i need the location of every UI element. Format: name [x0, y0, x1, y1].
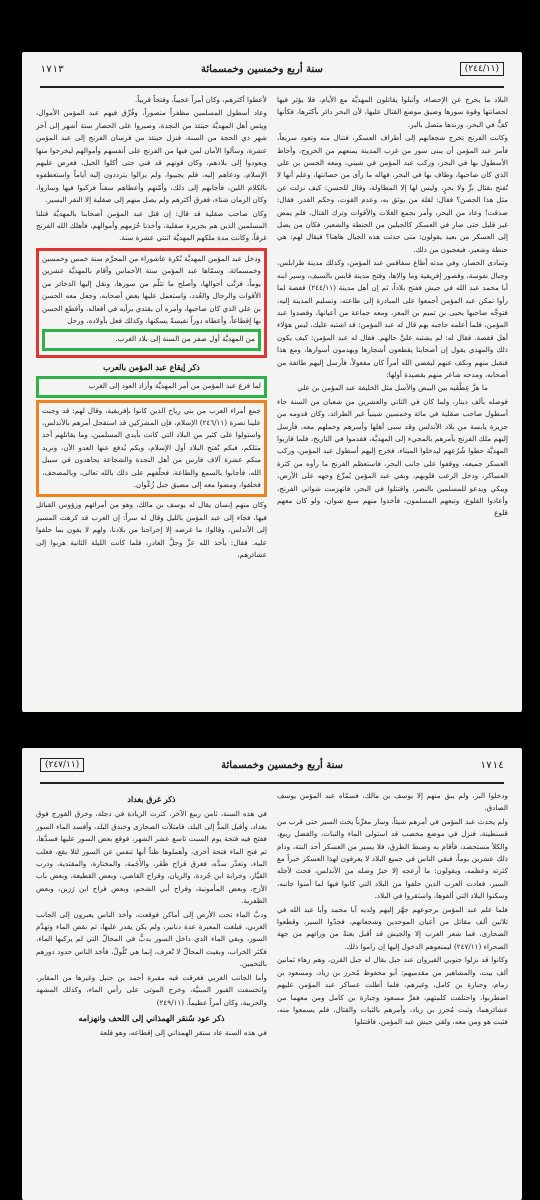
paragraph: وكان منهم إنسان يقال له يوسف بن مالك، وهو من أمرائهم ورؤوس القبائل فيها، فجاء إلى عبد المؤمن بالليل وقال له سراً: إن العرب قد كرهت المسير إلى الأندلس، وقالوا: ما غرضه إلا إخراجنا من بلادنا، ولهم لا يفون بما حلفوا عليه. فقال: يأخذ الله عزَّ وجلَّ الغادر، فلما كانت الليلة الثانية هربوا إلى عشائرهم،: [36, 500, 267, 559]
paragraph: وتمادى الحصار، وفي مدته أطاع سفاقس عبد المؤمن، وكذلك مدينة طرابلس، وجبال نفوسة، وقصور إفريقية وما والاها، وفتح مدينة قابس بالسيف، وسير ابنه أبا محمد عبد الله في جيش ففتح بلاداً، ثم إن أهل مدينة (٢٤٤/١١) قفصة لما رأوا تمكن عبد المؤمن أجمعوا على المبادرة إلى طاعته، وتسليم المدينة إليه، فتوجَّه صاحبها يحيى بن تميم بن المعز، ومعه جماعة من أعيانها، وقصدوا عبد المؤمن، فلما أعلمه حاجبه بهم قال له عبد المؤمن: قد اشتبه عليك، ليس هؤلاء أهل قفصة. فقال له: لم يشتبه عليَّ حالهم. فقال له عبد المؤمن: كيف يكون ذلك والمهدي يقول إن أصحابنا يقطعون أشجارها ويهدمون أسوارها، ومع هذا فنقبل منهم ونكف عنهم ليقضي الله أمراً كان مفعولاً، فأرسل إليهم طائفة من أصحابه، ومدحه شاعر منهم بقصيدة أولها:: [277, 258, 508, 379]
book-page-1713: [22, 52, 522, 712]
highlighted-line: لما فرغ عبد المؤمن من أمر المهديَّة وأراد العود إلى الغرب: [88, 381, 261, 391]
orange-highlight-box: [36, 400, 267, 498]
paragraph: وكان صاحب صقلية قد قال: إن قتل عبد المؤمن أصحابنا بالمهديَّة قتلنا المسلمين الذين هم بجزيرة صقلية، وأخذنا حُرَمهم وأموالهم، فأهلك الله الفرنج غرقاً، وكانت مدة ملكهم المهديَّة اثنتي عشرة سنة.: [36, 208, 267, 243]
right-column: [277, 94, 508, 710]
volume-reference: (٢٤٤/١١): [460, 62, 504, 76]
running-title: سنة أربع وخمسين وخمسمائة: [200, 63, 323, 75]
paragraph: في هذه السنة عاد سنقر الهمذاني إلى إقطاعه، وهو قلعة: [99, 1028, 267, 1038]
paragraph: وكانوا قد نزلوا جنوبي القيروان عند جبل يقال له جبل القرن، وهم زهاء ثمانين ألف بيت، والمشاهير من مقدميهم: أبو محفوظ مُحرز بن زياد، ومسعود بن زمام، وجبارة بن كامل، وغيرهم، فلما أطلت عساكر عبد المؤمن عليهم اضطربوا، واختلفت كلمتهم، ففرَّ مسعود وجبارة بن كامل ومن معهما من عشائرهما، وثبت مُحرز بن زياد، وأمرهم بالثبات والقتال، فلم يسمعوا منه، فثبت هو ومن معه، ولقي جيش عبد المؤمن، فاقتتلوا: [277, 955, 508, 1027]
page-number: ١٧١٤: [479, 759, 504, 771]
paragraph: وكانت الفرنج تخرج شجعانهم إلى أطراف العسكر، فتنال منه وتعود سريعاً، فأمر عبد المؤمن أن يبنى سور من غرب المدينة يمنعهم من الخروج، وأحاط الأسطول بها في البحر، وركب عبد المؤمن في شيني، ومعه الحسن بن علي الذي كان صاحبها، وطاف بها في البحر، فهاله ما رأى من حصانتها، وعلم أنها لا تُفتح بقتال برٍّ ولا بحرٍ، وليس لها إلا المطاولة، وقال للحسن: كيف نزلت عن مثل هذا الحصن؟ فقال: لقلة من يوثق به، وعدم القوت، وحكم القدر. فقال: صدقت! وعاد من البحر، وأمر بجمع الغلات والأقوات وترك القتال، فلم يمض غير قليل حتى صار في العسكر كالجبلين من الحنطة والشعير، فكان من يصل إلى العسكر من بعيد يقولون: متى حدثت هذه الجبال هاهنا؟ فيقال لهم: هي حنطة وشعير. فيعجبون من ذلك.: [277, 133, 508, 254]
left-column: [36, 790, 267, 1192]
red-highlight-box: [36, 248, 267, 358]
green-highlight-box-2: [36, 376, 267, 397]
paragraph: وعاد أسطول المسلمين مظفراً منصوراً، وفُرِّق فيهم عبد المؤمن الأموال، ويئس أهل المهديَّة حينئذ من النجدة، وصبروا على الحصار ستة أشهر إلى آخر شهر ذي الحجة من السنة، فنزل حينئذ من فرسان الفرنج إلى عبد المؤمن عشرة، وسألوا الأمان لمن فيها من الفرنج على أنفسهم وأموالهم ليخرجوا منها ويعودوا إلى بلادهم، وكان قوتهم قد فني حتى أكلوا الخيل، فعرض عليهم الإسلام، ودعاهم إليه، فلم يجيبوا، ولم يزالوا يترددون إليه أياماً واستعطفوه بالكلام اللين، فأجابهم إلى ذلك، وأمّنهم وأعطاهم سفناً فركبوا فيها وساروا، وكان الزمان شتاء، فغرق أكثرهم ولم يصل منهم إلى صقلية إلا النفر اليسير.: [36, 108, 267, 205]
page-header: [40, 748, 504, 784]
volume-reference: (٢٤٧/١١): [40, 758, 84, 772]
paragraph: ودخلوا البر، ولم يبق منهم إلا يوسف بن مالك، فسمّاه عبد المؤمن يوسف الصادق.: [277, 791, 508, 813]
green-highlight-box-1: [42, 329, 261, 350]
section-heading: ذكر عود سُنقر الهمذاني إلى اللحف وانهزامه: [78, 1012, 225, 1023]
section-heading: ذكر إيقاع عبد المؤمن بالعرب: [103, 361, 200, 372]
book-page-1714: [22, 748, 522, 1200]
highlighted-paragraph: جمع أمراء العرب من بني رياح الذين كانوا بإفريقية، وقال لهم: قد وجبت علينا نصرة (٢٤٦/١١) الإسلام، فإن المشركين قد استفحل أمرهم بالأندلس، واستولوا على كثير من البلاد التي كانت بأيدي المسلمين، وما يقاتلهم أحد مثلكم، فبكم تُفتح البلاد أول الإسلام، وبكم يُدفع عنها العدو الآن، ونريد منكم عشرة آلاف فارس من أهل النجدة والشجاعة يجاهدون في سبيل الله، فأجابوا بالسمع والطاعة، فحلّفهم على ذلك بالله تعالى، وبالمصحف، فحلفوا، ومضوا معه إلى مضيق جبل زُغْوان.: [42, 405, 261, 489]
paragraph: ولم يحدث عبد المؤمن في أمرهم شيئاً، وسار مغرِّباً يحث السير حتى قرب من قسنطينة، فنزل في موضع مخصب قد استولى الماء والنبات، والفضل ربيع، والكلأ مستحصد، فأقام به وضبط الطرق، فلا يسير من العسكر أحد البتة، ودام ذلك عشرين يوماً، فبقي الناس في جميع البلاد لا يعرفون لهذا العسكر خبراً مع كثرته وعظمه، ويقولون: ما أزعجه إلا خبرٌ وصله من الأندلس، فحث لأجله السير، فعادت العرب الذين حلفوا من البلاد التي كانوا فيها لما أمنوا جانبه، وسكنوا البلاد التي ألفوها، واستقروا في البلاد.: [277, 816, 508, 901]
paragraph: لأعطوا أكثرهم، وكان أمراً عجيباً، وفتحاً قريباً.: [134, 95, 267, 104]
left-column: [36, 94, 267, 710]
poetry-verse: ما هزَّ عِطْفَيه بين البيض والأسل مثل الخليفة عبد المؤمن بن علي: [297, 383, 488, 393]
paragraph: فلما علم عبد المؤمن برجوعهم جهَّز إليهم ولديه أبا محمد وأبا عبد الله في ثلاثين ألف مقاتل من أعيان الموحدين وشجعانهم، فجدّوا السير، وقطعوا الصحارى، فما شعر العرب إلا والجيش قد أقبل بغتةً من ورائهم من جهة الصحراء (٢٤٧/١١) ليمنعوهم الدخول إليها إن راموا ذلك.: [277, 904, 508, 951]
right-column: [277, 790, 508, 1192]
section-heading: ذكر غرق بغداد: [127, 794, 176, 804]
page-number: ١٧١٣: [40, 63, 65, 75]
highlighted-line: من المهديَّة أول صفر من السنة إلى بلاد الغرب.: [115, 334, 255, 344]
paragraph: ودبَّ الماء تحت الأرض إلى أماكن فوقعت، وأخذ الناس يعبرون إلى الجانب الغربي، فبلغت المعبرة عدة دنانير، ولم يكن يقدر عليها، ثم نقص الماء وتهدَّم السور، وبقي الماء الذي داخل السور يدبُّ في المحالّ التي لم يركبها الماء، فكثر الخراب، وبقيت المحالّ لا تُعرف، إنما هي تُلُولٌ، فأخذ الناس حدود دورهم بالتخمين.: [36, 909, 267, 969]
paragraph: في هذه السنة، ثامن ربيع الآخر، كثرت الزيادة في دجلة، وخرق القورج فوق بغداد، وأقبل المدُّ إلى البلد، فامتلأت الصحارى وخندق البلد، وأفسد الماء السور ففتح فيه فتحة يوم السبت تاسع عشر الشهر، فوقع بعض السور عليها فسدَّها، ثم فتح الماء فتحة أخرى، وأهملوها ظناً أنها تنفس عن السور لئلا يقع، فغلب الماء، وتعذّر سدَّه، فغرق قراح ظَفَر، والأَجَمة، والمختارة، والمقتدية، ودرب القيَّار، وخرابة ابن جُردة، والريان، وقراح القاضي، وبعض القطيعة، وبعض باب الأزج، وبعض المأمونية، وقراح أبي الشحم، وبعض قراح ابن رَزين، وبعض الظفرية.: [36, 809, 267, 906]
paragraph: البلاد ما يخرج عن الإحصاء، وأتبلوا يقاتلون المهديَّة مع الأيام، فلا يؤثر فيها لحصانتها وقوة سورها وضيق موضع القتال عليها، لأن البحر دائر بأكثرها، فكأنها كفٌّ في البحر، وزندها متصل بالبر.: [277, 95, 508, 129]
running-title: سنة أربع وخمسين وخمسمائة: [221, 759, 344, 771]
highlighted-paragraph: ودخل عبد المؤمن المهديَّة بُكرة عاشوراء من المحرَّم سنة خمس وخمسين وخمسمائة، وسمّاها عبد المؤمن سنة الأخماس وأقام بالمهديَّة عشرين يوماً، فرتَّب أحوالها، وأصلح ما تثلّم من سورها، ونقل إليها الذخائر من الأقوات والرجال والعُدد، واستعمل عليها بعض أصحابه، وجعل معه الحسن بن علي الذي كان صاحبها، وأمره أن يقتدي برأيه في أفعاله، وأقطع الحسن بها إقطاعاً، وأعطاه دوراً نفيسةً يسكنها، وكذلك فعل بأولاده، ورحل: [42, 253, 261, 325]
paragraph: فوصله بألف دينار، ولما كان في الثاني والعشرين من شعبان من السنة جاء أسطول صاحب صقلية في مائة وخمسين شينياً غير الطرائد، وكان قدومه من جزيرة يابسة من بلاد الأندلس وقد سبى أهلها وأسرهم وحملهم معه، فأرسل إليهم ملك الفرنج يأمرهم بالمجيء إلى المهديَّة، فقدموا في التاريخ، فلما قاربوا المهديَّة حطوا شُرُعهم ليدخلوا الميناء، فخرج إليهم أسطول عبد المؤمن، وركب العسكر جميعه، ووقفوا على جانب البحر، فاستعظم الفرنج ما رأوه من كثرة العساكر، ودخل الرعب قلوبهم، وبقي عبد المؤمن يُمرِّغ وجهه على الأرض، ويبكي ويدعو للمسلمين بالنصر، واقتتلوا في البحر، فانهزمت شواني الفرنج، وأعادوا القلوع، وتبعهم المسلمون، فأخذوا منهم سبع شوان، ولو كان معهم قلوع: [277, 396, 508, 518]
page-header: [40, 52, 504, 88]
paragraph: وأما الجانب الغربي فغرقت فيه مقبرة أحمد بن حنبل وغيرها من المقابر، وانخسفت القبور المبنيَّة، وخرج الموتى على رأس الماء، وكذلك المشهد والحربية، وكان أمراً عظيماً. (٢٤٩/١١): [36, 972, 267, 1007]
